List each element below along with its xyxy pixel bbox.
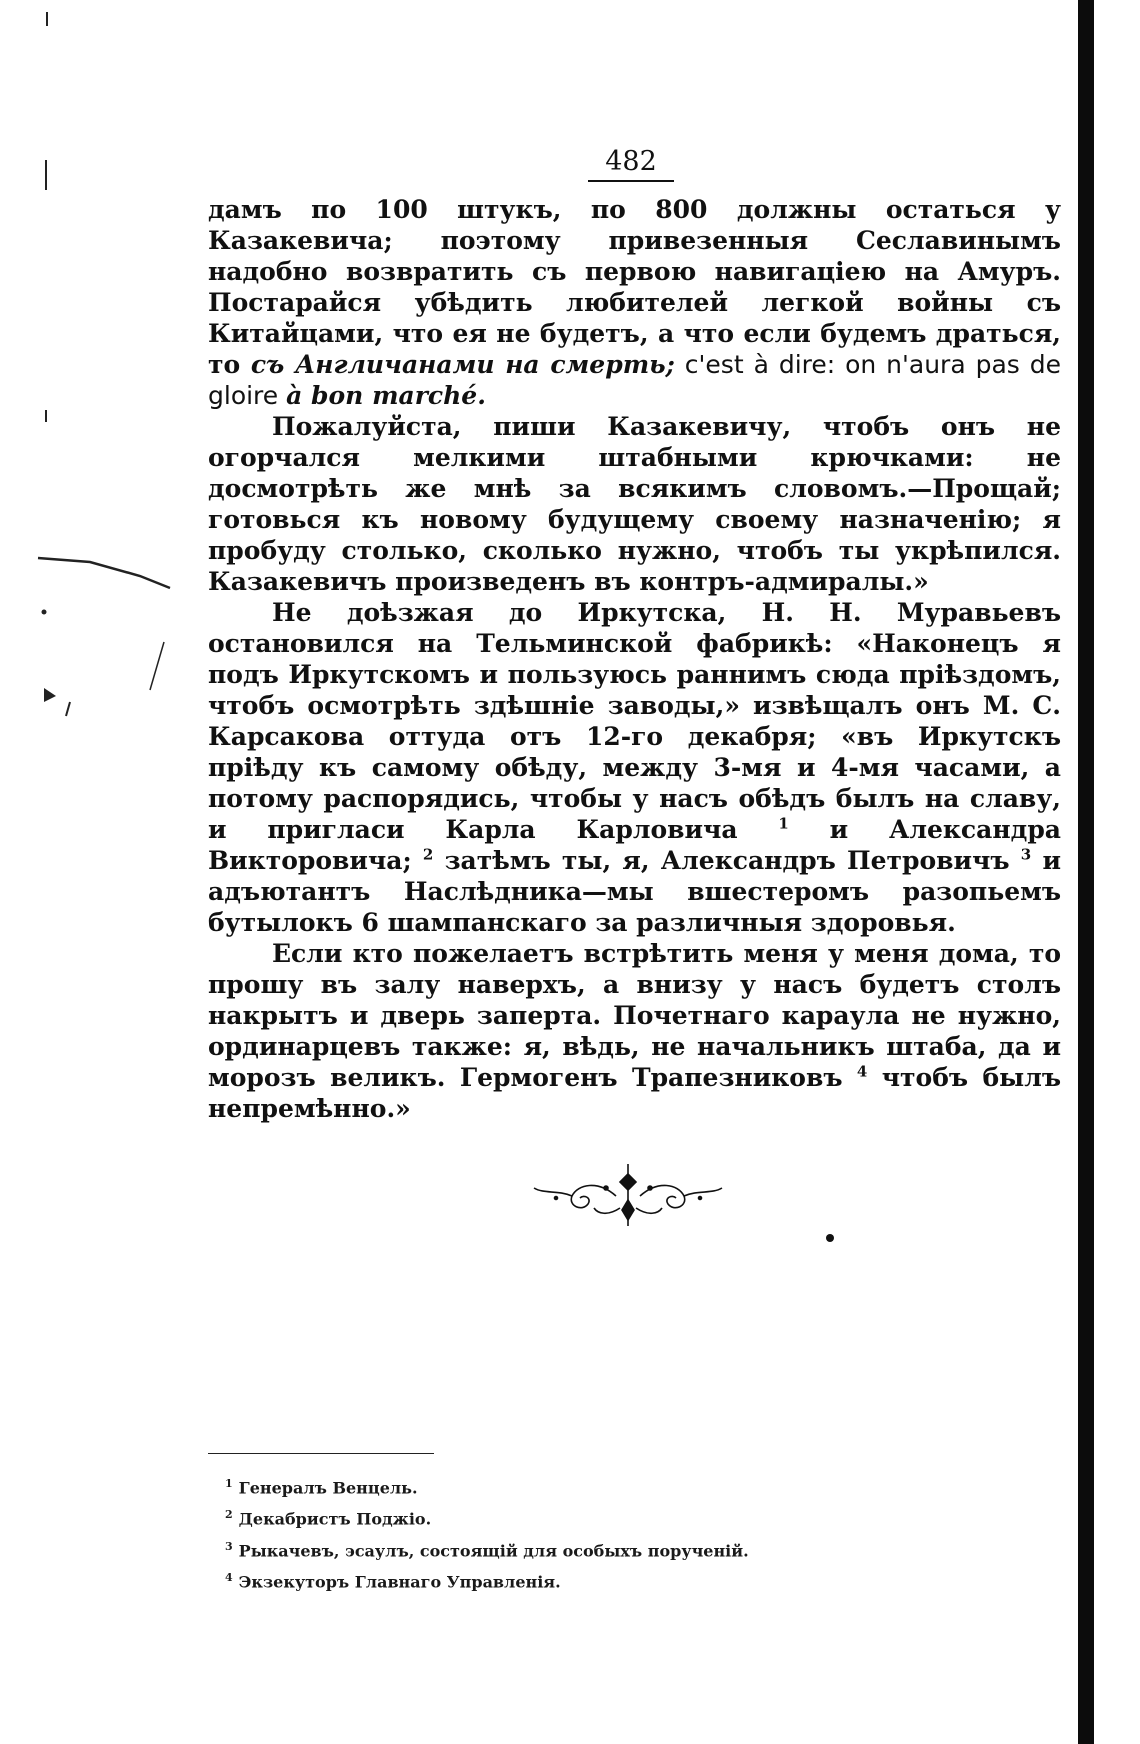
text-segment: дамъ по 100 штукъ, по 800 должны остаться у Казакевича; поэтому привезенныя Сеславинымъ надобно возвратить съ первою навигацiею на Амуръ. Постарайся убѣдить любителей легкой войны съ Китайцами, что ея не будетъ, а что если будемъ драться, то [208, 195, 1061, 379]
decorative-ornament-icon [528, 1160, 728, 1230]
footnote: $^2$ Декабристъ Поджiо. [225, 1508, 432, 1529]
text-segment: затѣмъ ты, я, Александръ Петровичъ [433, 846, 1021, 875]
stray-dot [826, 1234, 834, 1242]
scan-mark [45, 410, 47, 422]
footnote-separator [208, 1453, 434, 1454]
footnote-ref: 3 [1020, 845, 1032, 864]
footnote: $^4$ Экзекуторъ Главнаго Управленiя. [225, 1570, 561, 1592]
text-segment: чтобъ былъ непремѣнно.» [208, 1063, 1061, 1123]
footnote: $^3$ Рыкачевъ, эсаулъ, состоящiй для особыхъ порученiй. [225, 1539, 749, 1560]
scan-mark [46, 12, 48, 26]
footnotes [225, 1470, 825, 1595]
text-segment: Пожалуйста, пиши Казакевичу, чтобъ онъ не огорчался мелкими штабными крючками: не досмотрѣть же мнѣ за всякимъ словомъ.—Прощай; готовься къ новому будущему своему назначенiю; я пробуду столько, сколько нужно, чтобъ ты укрѣпился. Казакевичъ произведенъ въ контръ-адмиралы.» [208, 412, 1061, 596]
paragraph [208, 411, 1061, 597]
text-segment: и адъютантъ Наслѣдника—мы вшестеромъ разопьемъ бутылокъ 6 шампанскаго за различныя здоровья. [208, 846, 1062, 937]
footnote-ref: 1 [778, 814, 789, 833]
footnote: $^1$ Генералъ Венцель. [225, 1477, 418, 1498]
text-segment: Если кто пожелаетъ встрѣтить меня у меня дома, то прошу въ залу наверхъ, а внизу у насъ будетъ столъ накрытъ и дверь заперта. Почетнаго караула не нужно, ординарцевъ также: я, вѣдь, не начальникъ штаба, да и морозъ великъ. Гермогенъ Трапезниковъ [208, 939, 1061, 1092]
paragraph [208, 938, 1061, 1124]
footnote-ref: 4 [856, 1062, 868, 1081]
paragraph [208, 597, 1061, 938]
text-segment: à bon marché. [286, 381, 486, 410]
page-number: 482 [588, 146, 674, 182]
scan-marks-left [30, 540, 180, 720]
scan-edge-bar [1078, 0, 1094, 1744]
footnote-ref: 2 [422, 845, 434, 864]
text-segment: c'est à dire: on n'aura pas de gloire [208, 350, 1061, 410]
paragraph [208, 194, 1061, 411]
text-segment: Не доѣзжая до Иркутска, Н. Н. Муравьевъ остановился на Тельминской фабрикѣ: «Наконецъ я подъ Иркутскомъ и пользуюсь раннимъ сюда прiѣздомъ, чтобъ осмотрѣть здѣшнiе заводы,» извѣщалъ онъ М. С. Карсакова оттуда отъ 12-го декабря; «въ Иркутскъ прiѣду къ самому обѣду, между 3-мя и 4-мя часами, а потому распорядись, чтобы у насъ обѣдъ былъ на славу, и пригласи Карла Карловича [208, 598, 1061, 844]
body-text [208, 194, 1061, 1124]
scan-mark [45, 160, 47, 190]
text-segment: съ Англичанами на смерть; [250, 350, 675, 379]
text-segment: и Александра Викторовича; [208, 815, 1061, 875]
